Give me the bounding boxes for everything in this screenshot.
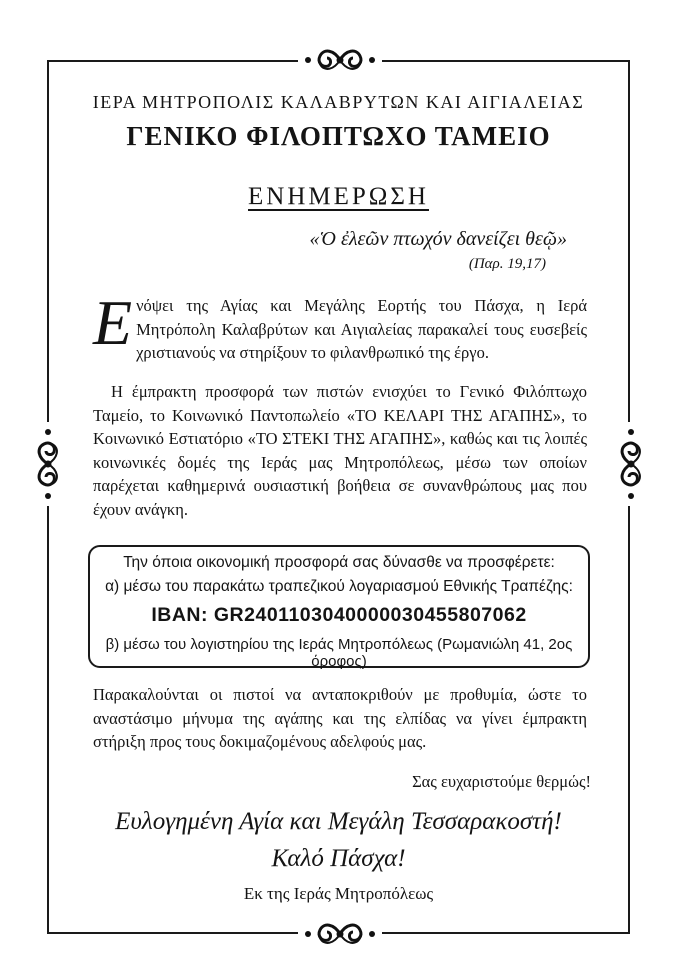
donation-box	[88, 545, 590, 668]
paragraph-offerings: Η έμπρακτη προσφορά των πιστών ενισχύει το Γενικό Φιλόπτωχο Ταμείο, το Κοινωνικό Παντοπωλείο «ΤΟ ΚΕΛΑΡΙ ΤΗΣ ΑΓΑΠΗΣ», το Κοινωνικό Εστιατόριο «ΤΟ ΣΤΕΚΙ ΤΗΣ ΑΓΑΠΗΣ», καθώς και τις λοιπές κοινωνικές δομές της Ιεράς μας Μητροπόλεως, μέσω των οποίων παρέχεται καθημερινά ουσιαστική βοήθεια σε συνανθρώπους μας που έχουν ανάγκη.	[93, 382, 587, 519]
bottom-ornament-icon	[298, 918, 382, 950]
donation-bank-option: α) μέσω του παρακάτω τραπεζικού λογαριασμού Εθνικής Τραπέζης:	[105, 578, 573, 595]
easter-wish: Καλό Πάσχα!	[271, 845, 406, 872]
donation-intro: Την όποια οικονομική προσφορά σας δύνασθε να προσφέρετε:	[123, 554, 555, 571]
top-ornament-icon	[298, 44, 382, 76]
left-ornament-icon	[33, 422, 63, 506]
right-ornament-icon	[616, 422, 646, 506]
paragraph-intro-text: νόψει της Αγίας και Μεγάλης Εορτής του Πάσχα, η Ιερά Μητρόπολη Καλαβρύτων και Αιγιαλείας παρακαλεί τους ευσεβείς χριστιανούς να στηρίξουν το φιλανθρωπικό της έργο.	[136, 296, 587, 362]
lent-wish: Ευλογημένη Αγία και Μεγάλη Τεσσαρακοστή!	[115, 808, 562, 835]
dropcap-letter: Ε	[93, 287, 133, 358]
iban-number: IBAN: GR2401103040000030455807062	[151, 604, 527, 626]
paragraph-intro	[93, 287, 587, 365]
donation-office-option: β) μέσω του λογιστηρίου της Ιεράς Μητροπόλεως (Ρωμανιώλη 41, 2ος όροφος)	[105, 636, 573, 670]
scripture-quote: «Ὁ ἐλεῶν πτωχόν δανείζει θεῷ»	[309, 228, 567, 250]
page-title: ΕΝΗΜΕΡΩΣΗ	[248, 183, 429, 210]
signature: Εκ της Ιεράς Μητροπόλεως	[243, 884, 434, 903]
fund-name: ΓΕΝΙΚΟ ΦΙΛΟΠΤΩΧΟ ΤΑΜΕΙΟ	[126, 121, 551, 151]
metropolis-name: ΙΕΡΑ ΜΗΤΡΟΠΟΛΙΣ ΚΑΛΑΒΡΥΤΩΝ ΚΑΙ ΑΙΓΙΑΛΕΙΑΣ	[92, 92, 585, 112]
paragraph-appeal: Παρακαλούνται οι πιστοί να ανταποκριθούν με προθυμία, ώστε το αναστάσιμο μήνυμα της αγάπης και της ελπίδας να γίνει έμπρακτη στήριξη προς τους δοκιμαζομένους αδελφούς μας.	[93, 685, 587, 751]
thanks-line: Σας ευχαριστούμε θερμώς!	[412, 772, 591, 791]
scripture-reference: (Παρ. 19,17)	[468, 256, 546, 272]
